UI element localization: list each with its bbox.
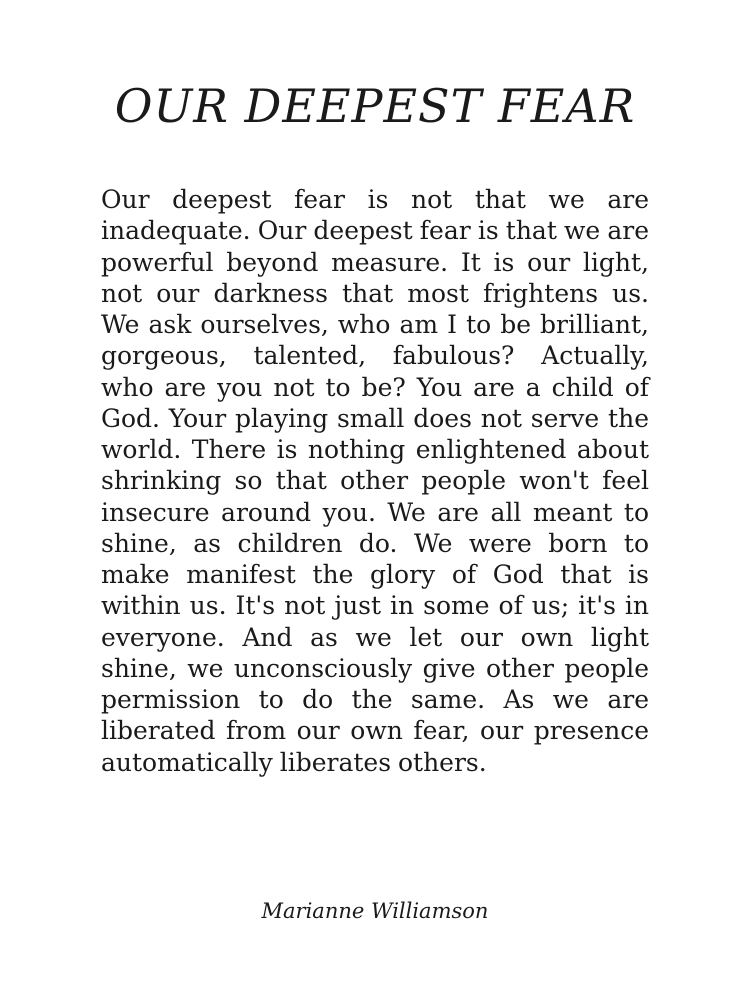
author-name: Marianne Williamson xyxy=(261,899,489,923)
poster-title: OUR DEEPEST FEAR xyxy=(114,79,636,133)
quote-text: Our deepest fear is not that we are inadequate. Our deepest fear is that we are powerful beyond measure. It is our light, not our darkness that most frightens us. We ask ourselves, who am I to be brilliant, gorgeous, talented, fabulous? Actually, who are you not to be? You are a child of God. Your playing small does not serve the world. There is nothing enlightened about shrinking so that other people won't feel insecure around you. We are all meant to shine, as children do. We were born to make manifest the glory of God that is within us. It's not just in some of us; it's in everyone. And as we let our own light shine, we unconsciously give other people permission to do the same. As we are liberated from our own fear, our presence automatically liberates others. xyxy=(101,185,649,777)
